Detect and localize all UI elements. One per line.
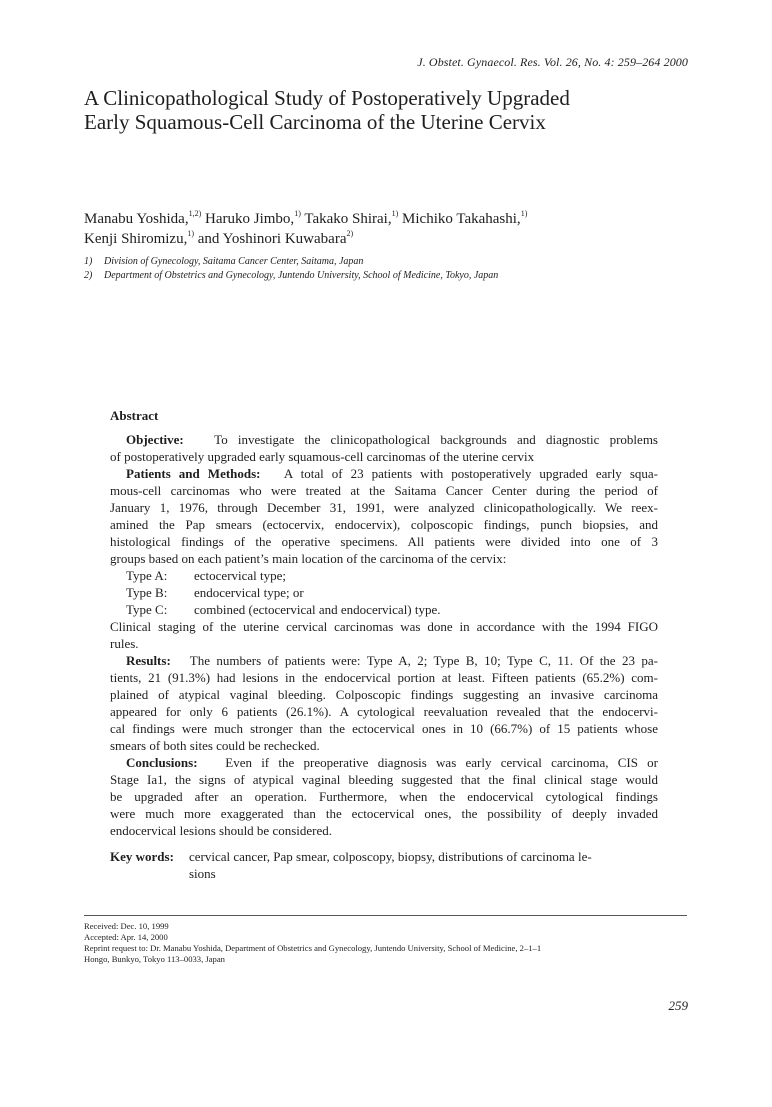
page-number: 259 (668, 998, 688, 1013)
objective-label: Objective: (126, 432, 184, 447)
conclusions-label: Conclusions: (126, 755, 198, 770)
author-affiliation-mark: 1,2) (188, 209, 202, 218)
reprint-request: Hongo, Bunkyo, Tokyo 113–0033, Japan (84, 954, 225, 964)
keywords-label: Key words: (110, 849, 174, 864)
methods-line: amined the Pap smears (ectocervix, endocervix), colposcopic findings, punch biopsies, and (110, 517, 658, 532)
conclusions-line: Stage Ia1, the signs of atypical vaginal bleeding suggested that the final clinical stage would (110, 772, 658, 787)
keywords-text (189, 848, 658, 882)
conclusions-text: Even if the preoperative diagnosis was early cervical carcinoma, CIS or (225, 755, 658, 770)
author-name: Michiko Takahashi, (398, 211, 521, 227)
author-name: Takako Shirai, (300, 211, 392, 227)
conclusions-line: were much more exaggerated than the ectocervical ones, the possibility of deeply invaded (110, 806, 658, 821)
results-text: The numbers of patients were: Type A, 2; Type B, 10; Type C, 11. Of the 23 pa- (189, 653, 658, 668)
author-affiliation-mark: 2) (346, 229, 354, 238)
group-type-item (110, 584, 658, 601)
methods-line: January 1, 1976, through December 31, 1991, were analyzed clinicopathologically. We reex- (110, 500, 658, 515)
keywords-line: cervical cancer, Pap smear, colposcopy, biopsy, distributions of carcinoma le- (189, 849, 592, 864)
staging-line: Clinical staging of the uterine cervical carcinomas was done in accordance with the 1994 FIGO (110, 619, 658, 634)
methods-line: groups based on each patient’s main location of the carcinoma of the cervix: (110, 551, 507, 566)
author-affiliation-mark: 1) (187, 229, 194, 238)
article-title (84, 86, 724, 134)
results-line: plained of atypical vaginal bleeding. Colposcopic findings suggesting an invasive carcinoma (110, 687, 658, 702)
group-type-label: Type C: (126, 602, 168, 617)
methods-text: A total of 23 patients with postoperatively upgraded early squa- (283, 466, 658, 481)
footnote-divider (84, 915, 687, 916)
group-type-label: Type B: (126, 585, 168, 600)
results-line: smears of both sites could be rechecked. (110, 738, 320, 753)
author-affiliation-mark: 1) (294, 209, 301, 218)
conclusions-line: be upgraded after an operation. Furthermore, when the endocervical cytological findings (110, 789, 658, 804)
affiliations (84, 255, 724, 283)
affiliation-item (84, 255, 724, 269)
affiliation-text: Department of Obstetrics and Gynecology, Juntendo University, School of Medicine, Tokyo, Japan (104, 270, 499, 281)
author-affiliation-mark: 1) (520, 209, 528, 218)
results-line (110, 652, 658, 669)
affiliation-text: Division of Gynecology, Saitama Cancer Center, Saitama, Japan (104, 256, 364, 267)
footnote (84, 921, 704, 965)
abstract-heading: Abstract (110, 408, 159, 423)
author-name: and Yoshinori Kuwabara (194, 231, 347, 247)
title-line: Early Squamous-Cell Carcinoma of the Uterine Cervix (84, 110, 546, 134)
group-type-item (110, 601, 658, 618)
reprint-request: Reprint request to: Dr. Manabu Yoshida, Department of Obstetrics and Gynecology, Juntendo University, School of Medicine, 2–1–1 (84, 943, 542, 953)
objective-text: To investigate the clinicopathological backgrounds and diagnostic problems (214, 432, 658, 447)
received-date: Received: Dec. 10, 1999 (84, 921, 169, 931)
group-type-item (110, 567, 658, 584)
journal-reference: J. Obstet. Gynaecol. Res. Vol. 26, No. 4: 259–264 2000 (417, 55, 688, 69)
author-list (84, 209, 724, 249)
objective-line: of postoperatively upgraded early squamous-cell carcinomas of the uterine cervix (110, 449, 535, 464)
staging-line: rules. (110, 636, 139, 651)
keywords-line: sions (189, 866, 216, 881)
author-name: Haruko Jimbo, (201, 211, 295, 227)
affiliation-item (84, 269, 724, 283)
group-type-text: combined (ectocervical and endocervical) type. (194, 602, 441, 617)
methods-line (110, 465, 658, 482)
results-line: tients, 21 (91.3%) had lesions in the endocervical portion at least. Fifteen patients (65.2%) com- (110, 670, 658, 685)
author-name: Kenji Shiromizu, (84, 231, 188, 247)
objective-line (110, 431, 658, 448)
title-line: A Clinicopathological Study of Postoperatively Upgraded (84, 86, 570, 110)
results-label: Results: (126, 653, 171, 668)
group-type-text: ectocervical type; (194, 568, 287, 583)
keywords (110, 848, 658, 882)
abstract (110, 407, 658, 882)
affiliation-number: 1) (84, 256, 93, 267)
conclusions-line (110, 754, 658, 771)
methods-line: mous-cell carcinomas who were treated at the Saitama Cancer Center during the period of (110, 483, 658, 498)
group-type-label: Type A: (126, 568, 168, 583)
results-line: cal findings were much stronger than the ectocervical ones in 10 (66.7%) of 15 patients whose (110, 721, 658, 736)
methods-label: Patients and Methods: (126, 466, 261, 481)
affiliation-number: 2) (84, 270, 93, 281)
methods-line: histological findings of the operative specimens. All patients were divided into one of 3 (110, 534, 658, 549)
results-line: appeared for only 6 patients (26.1%). A cytological reevaluation revealed that the endocervi- (110, 704, 658, 719)
conclusions-line: endocervical lesions should be considered. (110, 823, 333, 838)
accepted-date: Accepted: Apr. 14, 2000 (84, 932, 168, 942)
author-name: Manabu Yoshida, (84, 211, 189, 227)
group-type-text: endocervical type; or (194, 585, 304, 600)
author-affiliation-mark: 1) (391, 209, 399, 218)
